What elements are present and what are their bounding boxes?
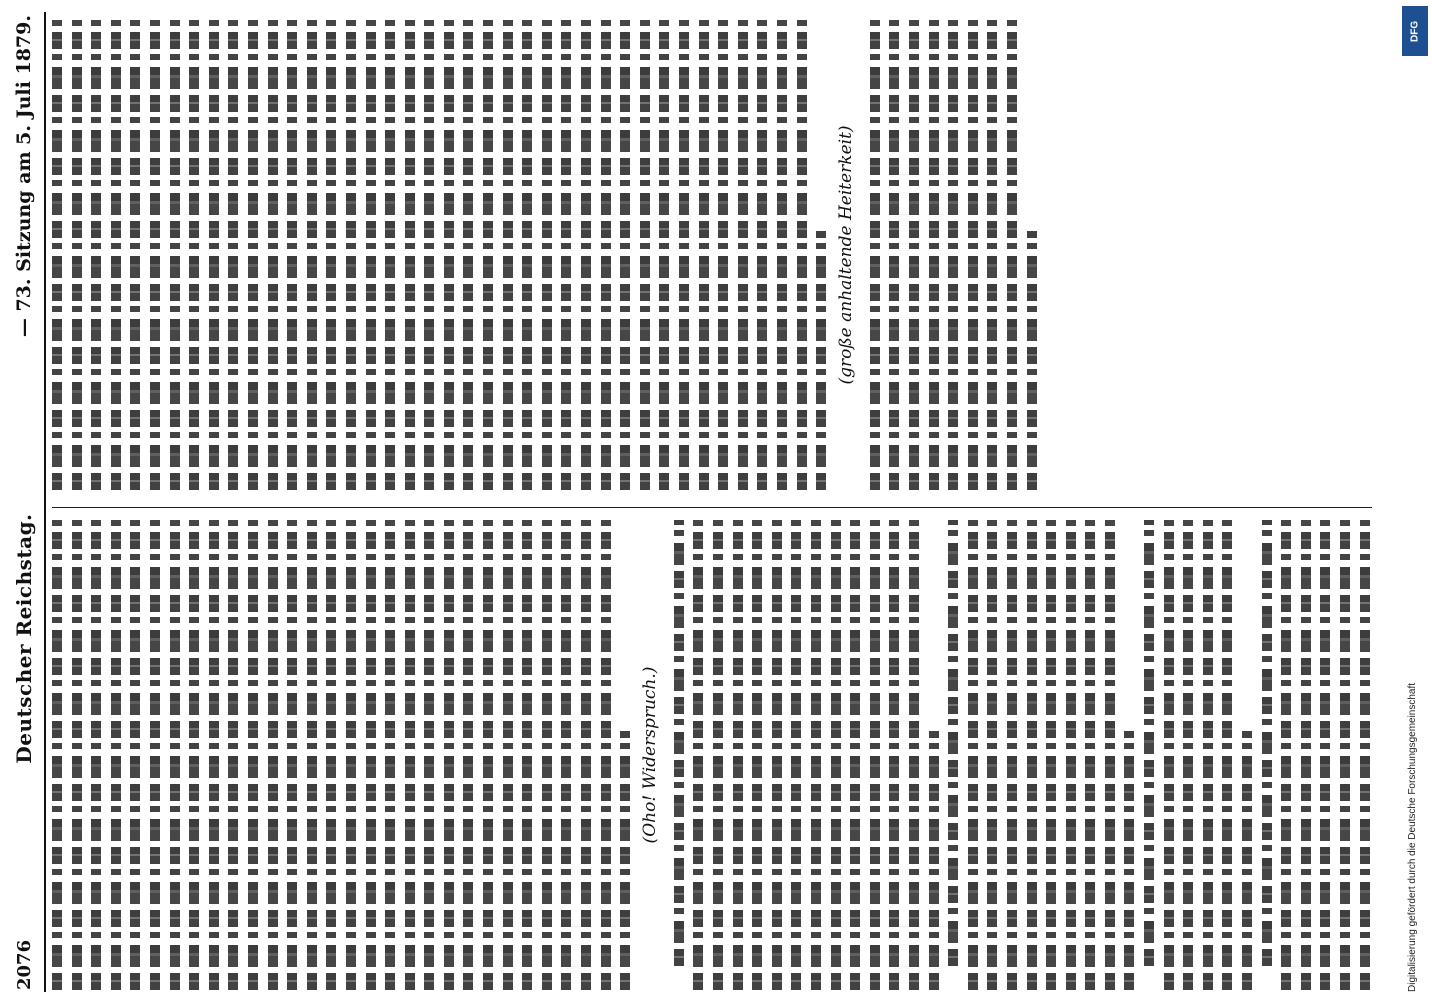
text-line	[405, 20, 415, 490]
text-line	[831, 520, 841, 990]
text-line	[1203, 520, 1213, 990]
text-column-right	[52, 20, 1372, 490]
text-line	[640, 20, 650, 490]
text-line	[503, 20, 513, 490]
text-line	[209, 20, 219, 490]
text-line	[52, 20, 62, 490]
text-line	[870, 520, 880, 990]
text-line	[1046, 520, 1056, 990]
digitization-credit: Digitalisierung gefördert durch die Deutsche Forschungsgemeinschaft	[1407, 682, 1418, 992]
running-title: Deutscher Reichstag.	[12, 513, 36, 764]
text-line	[948, 20, 958, 490]
text-line	[679, 20, 689, 490]
text-line	[326, 20, 336, 490]
text-line	[674, 520, 684, 966]
text-line	[483, 20, 493, 490]
text-line	[1085, 520, 1095, 990]
text-line	[209, 520, 219, 990]
text-line	[542, 20, 552, 490]
text-line	[503, 520, 513, 990]
text-line	[91, 20, 101, 490]
text-line	[150, 20, 160, 490]
text-line	[130, 20, 140, 490]
text-line	[909, 520, 919, 990]
text-line	[268, 20, 278, 490]
text-line	[987, 20, 997, 490]
text-line	[385, 20, 395, 490]
interjection: (große anhaltende Heiterkeit)	[835, 125, 856, 385]
text-line	[248, 520, 258, 990]
text-line	[713, 520, 723, 990]
text-line	[287, 520, 297, 990]
text-line	[307, 20, 317, 490]
text-line	[522, 520, 532, 990]
text-line	[522, 20, 532, 490]
text-line	[189, 20, 199, 490]
text-line	[1242, 732, 1252, 991]
text-line	[929, 732, 939, 991]
column-divider	[52, 507, 1372, 508]
text-line	[791, 520, 801, 990]
text-line	[738, 20, 748, 490]
text-line	[91, 520, 101, 990]
text-line	[111, 20, 121, 490]
text-line	[72, 20, 82, 490]
text-line	[561, 520, 571, 990]
text-line	[170, 20, 180, 490]
text-line	[1281, 520, 1291, 990]
text-line	[772, 520, 782, 990]
text-line	[987, 520, 997, 990]
text-line	[693, 520, 703, 990]
text-line	[150, 520, 160, 990]
text-line	[444, 20, 454, 490]
text-line	[620, 732, 630, 991]
text-line	[752, 520, 762, 990]
text-line	[1144, 520, 1154, 966]
text-line	[929, 20, 939, 490]
text-line	[816, 232, 826, 491]
text-line	[581, 520, 591, 990]
text-line	[1360, 520, 1370, 990]
text-line	[1007, 20, 1017, 490]
text-line	[601, 20, 611, 490]
text-line	[889, 520, 899, 990]
text-line	[948, 520, 958, 966]
text-line	[909, 20, 919, 490]
text-line	[699, 20, 709, 490]
text-line	[1301, 520, 1311, 990]
text-column-left	[52, 520, 1372, 990]
text-line	[189, 520, 199, 990]
text-line	[968, 520, 978, 990]
text-line	[1027, 232, 1037, 491]
text-line	[268, 520, 278, 990]
text-line	[718, 20, 728, 490]
text-line	[483, 520, 493, 990]
text-line	[346, 20, 356, 490]
text-line	[72, 520, 82, 990]
text-line	[850, 520, 860, 990]
text-line	[1007, 520, 1017, 990]
text-line	[130, 520, 140, 990]
session-label: — 73. Sitzung am 5. Juli 1879.	[13, 15, 35, 338]
page-number: 2076	[13, 939, 35, 990]
text-line	[889, 20, 899, 490]
text-line	[659, 20, 669, 490]
text-line	[542, 520, 552, 990]
text-line	[228, 520, 238, 990]
text-line	[1222, 520, 1232, 990]
text-line	[601, 520, 611, 990]
text-line	[463, 520, 473, 990]
text-line	[757, 20, 767, 490]
header-rule	[44, 12, 46, 992]
text-line	[326, 520, 336, 990]
text-line	[366, 520, 376, 990]
text-line	[797, 20, 807, 490]
text-line	[1105, 520, 1115, 990]
text-line	[1066, 520, 1076, 990]
text-line	[307, 520, 317, 990]
text-line	[968, 20, 978, 490]
text-line	[248, 20, 258, 490]
text-line	[170, 520, 180, 990]
text-line	[1027, 520, 1037, 990]
text-line	[1164, 520, 1174, 990]
text-line	[366, 20, 376, 490]
text-line	[346, 520, 356, 990]
text-line	[228, 20, 238, 490]
page-header	[8, 15, 40, 990]
text-line	[1340, 520, 1350, 990]
text-line	[1183, 520, 1193, 990]
text-line	[1320, 520, 1330, 990]
text-line	[581, 20, 591, 490]
text-line	[1124, 732, 1134, 991]
interjection: (Oho! Widerspruch.)	[639, 666, 660, 844]
text-line	[424, 20, 434, 490]
text-line	[811, 520, 821, 990]
text-line	[52, 520, 62, 990]
text-line	[1262, 520, 1272, 966]
text-line	[463, 20, 473, 490]
text-line	[424, 520, 434, 990]
text-line	[620, 20, 630, 490]
text-line	[111, 520, 121, 990]
text-line	[733, 520, 743, 990]
text-line	[444, 520, 454, 990]
text-line	[405, 520, 415, 990]
text-line	[287, 20, 297, 490]
text-line	[385, 520, 395, 990]
text-line	[870, 20, 880, 490]
text-line	[561, 20, 571, 490]
text-line	[777, 20, 787, 490]
dfg-logo: DFG	[1402, 6, 1428, 56]
